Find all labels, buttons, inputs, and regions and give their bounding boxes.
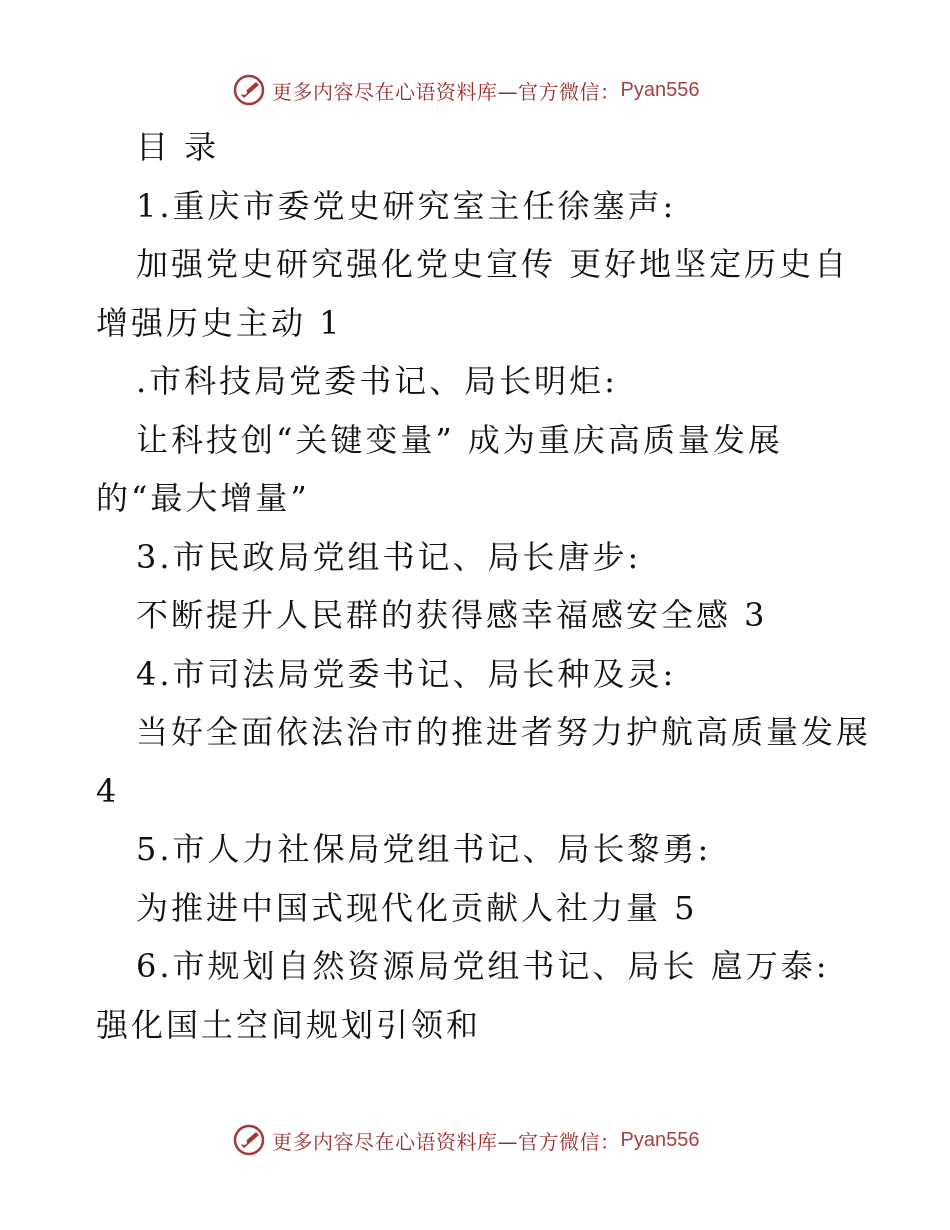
toc-title: 目 录 [136, 128, 220, 166]
banner-text: 更多内容尽在心语资料库—官方微信： [272, 79, 621, 104]
logo-icon [232, 1123, 266, 1157]
toc-line: 强化国土空间规划引领和 [96, 1005, 482, 1044]
banner-wechat-id: Pyan556 [620, 1128, 700, 1151]
toc-line: 6.市规划自然资源局党组书记、局长 扈万泰: [136, 947, 830, 985]
banner-wechat-id: Pyan556 [620, 78, 700, 101]
toc-line: 增强历史主动 1 [96, 303, 343, 342]
toc-line: 的“最大增量” [96, 479, 310, 517]
toc-line: 为推进中国式现代化贡献人社力量 5 [136, 888, 698, 927]
banner-text: 更多内容尽在心语资料库—官方微信： [272, 1129, 621, 1154]
toc-line: 4 [96, 771, 120, 810]
toc-line: 不断提升人民群的获得感幸福感安全感 3 [136, 596, 768, 634]
toc-line: 1.重庆市委党史研究室主任徐塞声: [136, 186, 677, 225]
toc-line: 3.市民政局党组书记、局长唐步: [136, 537, 642, 576]
logo-icon [232, 73, 266, 107]
toc-line: 5.市人力社保局党组书记、局长黎勇: [136, 830, 712, 868]
toc-line: .市科技局党委书记、局长明炬: [136, 362, 618, 400]
toc-line: 4.市司法局党委书记、局长种及灵: [136, 654, 677, 693]
toc-line: 让科技创“关键变量” 成为重庆高质量发展 [136, 420, 783, 459]
header-banner [232, 70, 699, 110]
toc-content [96, 118, 896, 1054]
footer-banner [232, 1120, 699, 1160]
toc-line: 加强党史研究强化党史宣传 更好地坚定历史自 [136, 245, 850, 283]
toc-line: 当好全面依法治市的推进者努力护航高质量发展 [136, 713, 872, 751]
